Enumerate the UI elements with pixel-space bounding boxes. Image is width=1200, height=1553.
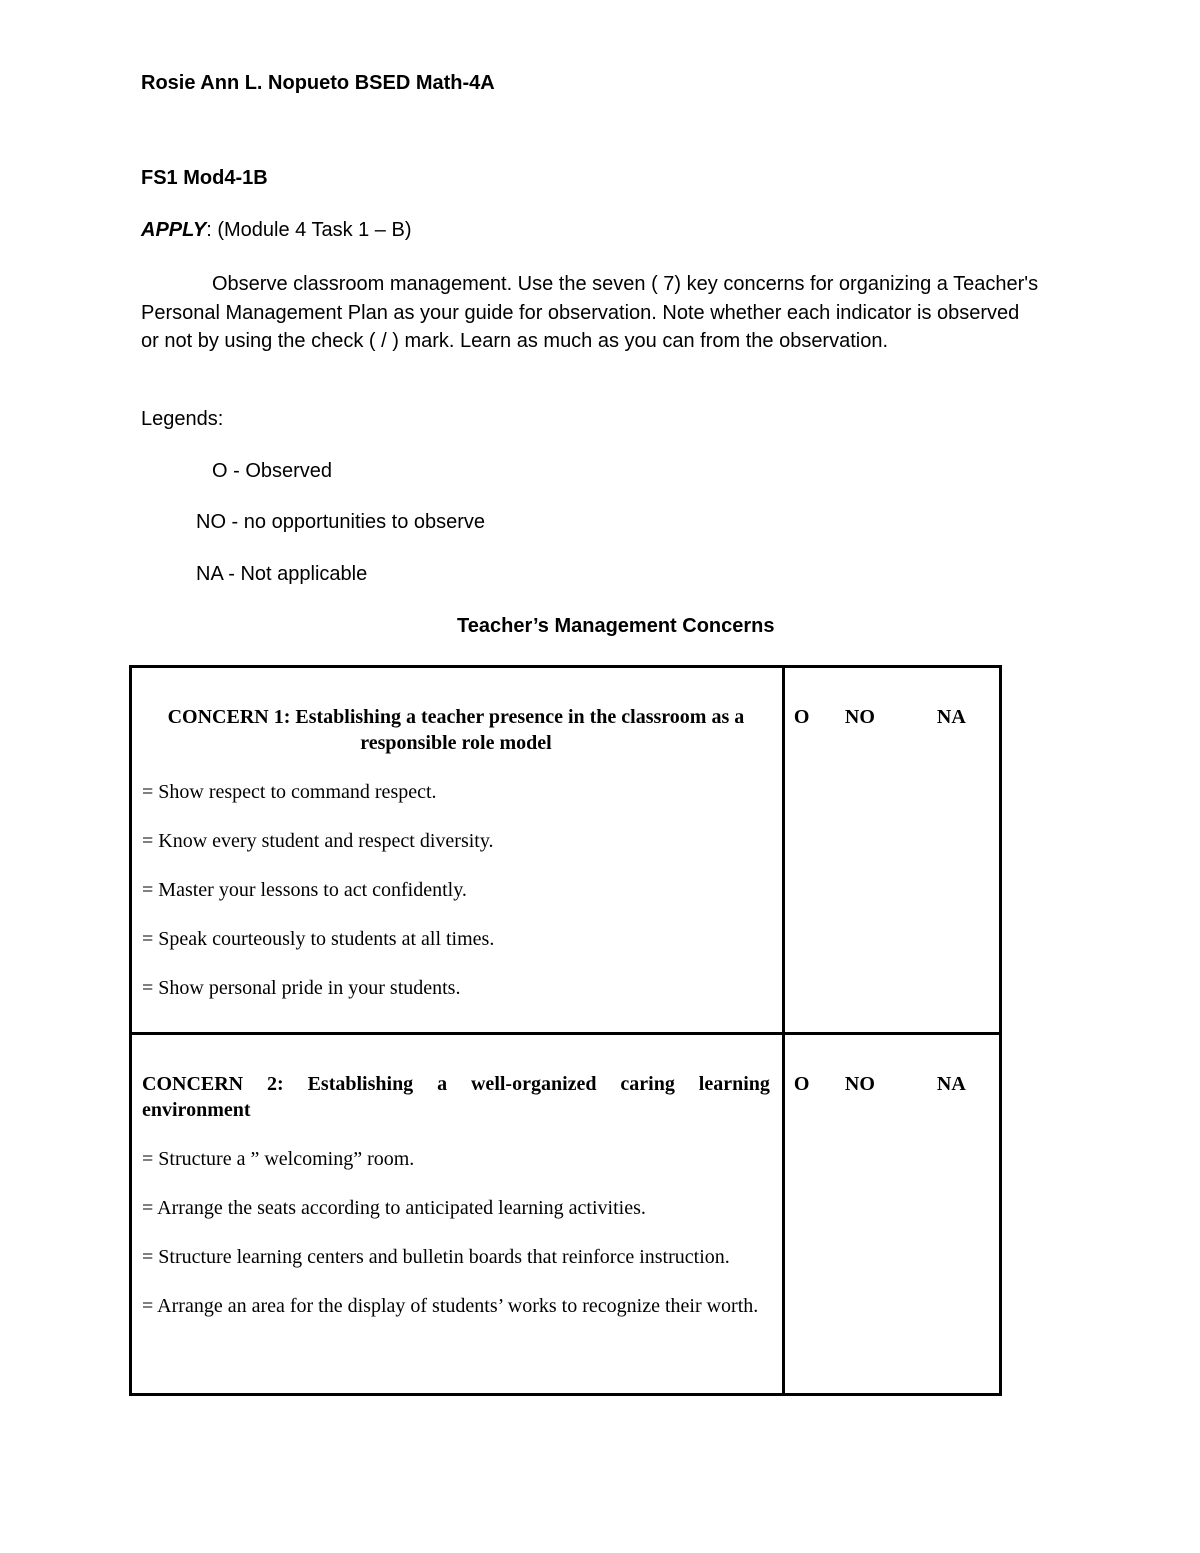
- list-item: = Know every student and respect diversity.: [142, 830, 494, 852]
- module-code: FS1 Mod4-1B: [141, 167, 268, 189]
- concern-1-cell: [131, 667, 784, 1034]
- list-item: = Arrange an area for the display of students’ works to recognize their worth.: [142, 1295, 759, 1317]
- concern-1-heading: CONCERN 1: Establishing a teacher presence in the classroom as a responsible role model: [167, 706, 745, 754]
- concern-2-cell: [131, 1034, 784, 1395]
- instructions-text: Observe classroom management. Use the seven ( 7) key concerns for organizing a Teacher's Personal Management Plan as your guide for observation. Note whether each indicator is observed or not by using the check ( / ) mark. Learn as much as you can from the observation.: [141, 273, 1039, 352]
- list-item: = Master your lessons to act confidently.: [142, 879, 467, 901]
- column-na-label: NA: [936, 1073, 966, 1095]
- legend-observed: O - Observed: [212, 460, 333, 482]
- column-no-label: NO: [844, 1073, 875, 1095]
- instructions-paragraph: [141, 270, 1041, 356]
- list-item: = Speak courteously to students at all times.: [142, 928, 495, 950]
- legend-no-opportunity: NO - no opportunities to observe: [196, 511, 486, 533]
- legend-not-applicable: NA - Not applicable: [196, 563, 368, 585]
- apply-label: APPLY: [141, 219, 207, 241]
- apply-line: [141, 219, 412, 242]
- author-line: Rosie Ann L. Nopueto BSED Math-4A: [141, 72, 495, 94]
- concern-2-heading-line2: environment: [142, 1099, 251, 1121]
- concerns-table: [129, 665, 1002, 1396]
- legends-label: Legends:: [141, 408, 224, 430]
- rating-column-labels: [785, 1071, 1000, 1097]
- column-o-label: O: [793, 706, 810, 728]
- table-row: [131, 1034, 1001, 1395]
- column-o-label: O: [793, 1073, 810, 1095]
- concern-2-heading-line1: CONCERN 2: Establishing a well-organized caring learning: [142, 1073, 770, 1095]
- list-item: = Show respect to command respect.: [142, 781, 437, 803]
- table-row: [131, 667, 1001, 1034]
- table-title: Teacher’s Management Concerns: [457, 615, 775, 637]
- rating-column-labels: [785, 704, 1000, 730]
- concern-2-heading: [132, 1035, 782, 1123]
- list-item: = Structure learning centers and bulletin boards that reinforce instruction.: [142, 1246, 730, 1268]
- list-item: = Show personal pride in your students.: [142, 977, 461, 999]
- concern-1-rating-cell[interactable]: [783, 667, 1000, 1034]
- concern-2-rating-cell[interactable]: [783, 1034, 1000, 1395]
- list-item: = Arrange the seats according to anticipated learning activities.: [142, 1197, 646, 1219]
- column-no-label: NO: [844, 706, 875, 728]
- list-item: = Structure a ” welcoming” room.: [142, 1148, 415, 1170]
- apply-task: : (Module 4 Task 1 – B): [206, 219, 412, 241]
- column-na-label: NA: [936, 706, 966, 728]
